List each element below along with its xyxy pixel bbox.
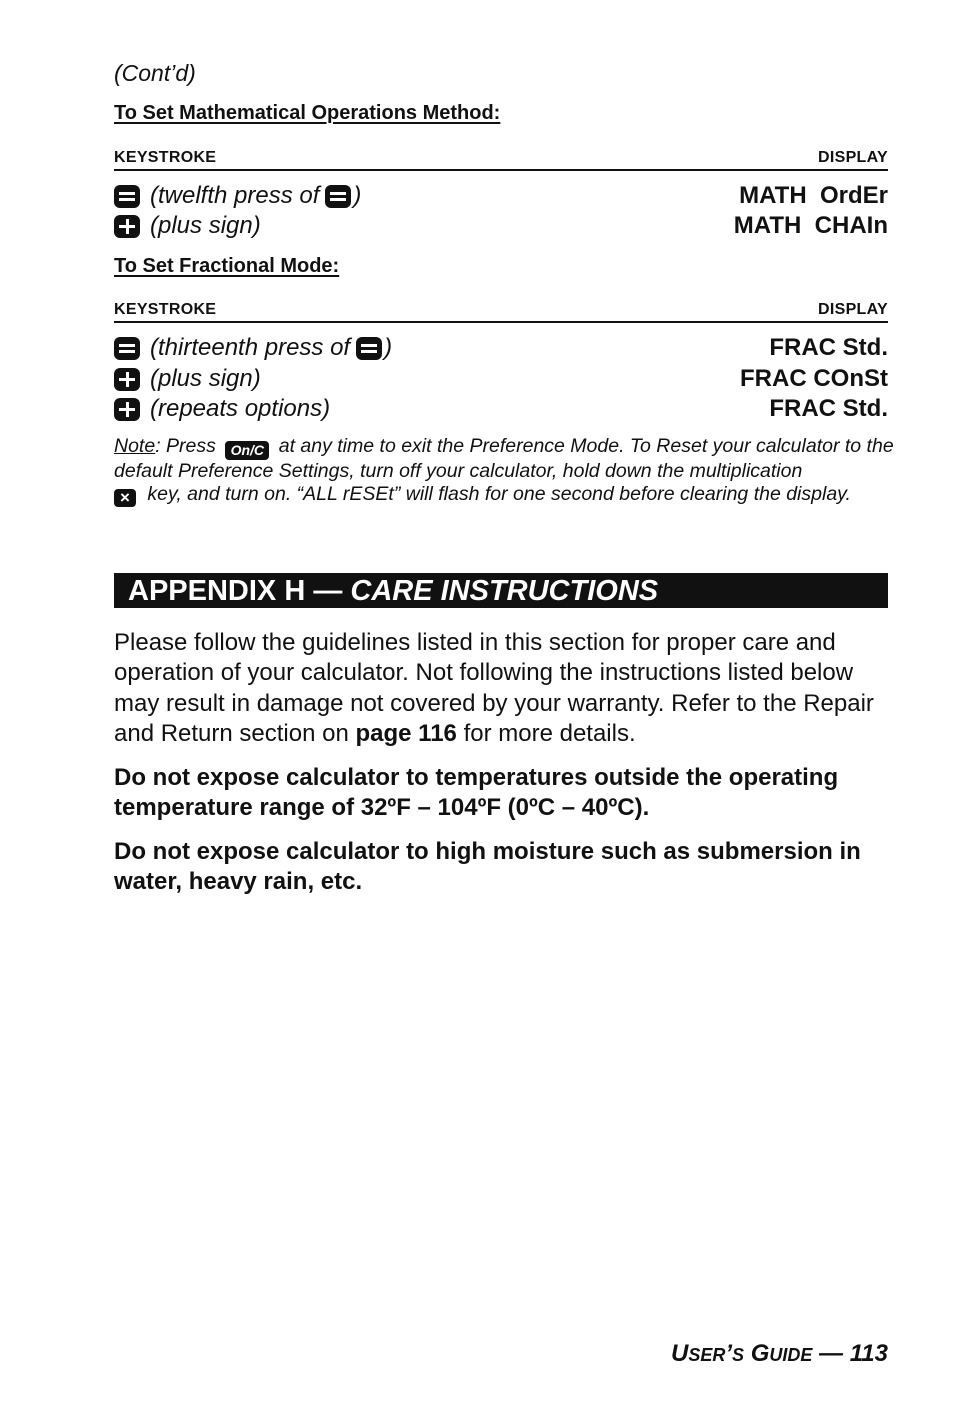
display-column-header: DISPLAY bbox=[818, 149, 888, 166]
math-table-header bbox=[114, 149, 888, 171]
display-value: MATH CHAIn bbox=[733, 212, 888, 239]
display-value: FRAC Std. bbox=[769, 395, 888, 422]
footer-s: S bbox=[732, 1345, 745, 1365]
math-section-heading: To Set Mathematical Operations Method: bbox=[114, 102, 501, 124]
plus-key-icon bbox=[114, 398, 140, 421]
frac-section-heading: To Set Fractional Mode: bbox=[114, 255, 340, 277]
note-text-2: at any time to exit the Preference Mode. To Reset your calculator to the default Preference Settings, turn off your calculator, hold down the multiplication bbox=[114, 435, 894, 482]
care-intro-end: for more details. bbox=[456, 719, 636, 747]
on-clear-key-icon: On/C bbox=[225, 441, 269, 460]
math-row-chain bbox=[114, 211, 888, 241]
footer-space bbox=[744, 1340, 751, 1367]
keystroke-text: (twelfth press of bbox=[150, 182, 320, 209]
appendix-title: APPENDIX H — bbox=[128, 575, 351, 607]
keystroke-text: (plus sign) bbox=[150, 365, 261, 392]
minus-key-icon bbox=[114, 185, 140, 208]
keystroke-text-end: ) bbox=[353, 182, 362, 209]
keystroke-cell bbox=[114, 182, 361, 210]
minus-key-icon bbox=[114, 337, 140, 360]
keystroke-column-header: KEYSTROKE bbox=[114, 149, 217, 166]
plus-key-icon bbox=[114, 368, 140, 391]
keystroke-cell bbox=[114, 395, 330, 423]
appendix-subtitle: CARE INSTRUCTIONS bbox=[350, 575, 659, 607]
keystroke-cell bbox=[114, 365, 261, 393]
care-intro-paragraph bbox=[114, 628, 888, 749]
manual-page bbox=[114, 0, 894, 1406]
display-value: FRAC COnSt bbox=[740, 365, 888, 392]
note-text-3: key, and turn on. “ALL rESEt” will flash for one second before clearing the display. bbox=[142, 482, 851, 505]
minus-key-icon bbox=[325, 185, 351, 208]
keystroke-text: (thirteenth press of bbox=[150, 334, 351, 361]
keystroke-cell bbox=[114, 334, 392, 362]
page-number: — 113 bbox=[812, 1340, 888, 1367]
display-value: FRAC Std. bbox=[769, 334, 888, 361]
multiply-key-icon: × bbox=[114, 489, 136, 507]
plus-key-icon bbox=[114, 215, 140, 238]
keystroke-text-end: ) bbox=[384, 334, 393, 361]
frac-row-const bbox=[114, 364, 888, 394]
footer-apos: ’ bbox=[725, 1340, 733, 1367]
minus-key-icon bbox=[356, 337, 382, 360]
footer-g: G bbox=[750, 1340, 770, 1367]
continued-label: (Cont’d) bbox=[114, 60, 196, 86]
frac-row-repeat bbox=[114, 394, 888, 424]
page-footer bbox=[671, 1340, 888, 1368]
moisture-warning: Do not expose calculator to high moisture such as submersion in water, heavy rain, etc. bbox=[114, 838, 861, 896]
footer-ser: SER bbox=[688, 1345, 726, 1365]
note-text-1: : Press bbox=[155, 435, 222, 457]
keystroke-text: (repeats options) bbox=[150, 395, 331, 422]
care-intro-text: Please follow the guidelines listed in this section for proper care and operation of your calculator. Not following the instructions listed below may result in damage not covered by your warranty. Refer to the Repair and Return section on bbox=[114, 629, 874, 747]
keystroke-cell bbox=[114, 212, 261, 240]
display-column-header: DISPLAY bbox=[818, 301, 888, 318]
frac-table-header bbox=[114, 301, 888, 323]
frac-row-std bbox=[114, 333, 888, 363]
footer-u: U bbox=[670, 1340, 689, 1367]
page-reference: page 116 bbox=[355, 719, 457, 747]
math-row-order bbox=[114, 181, 888, 211]
footer-uide: UIDE bbox=[769, 1345, 813, 1365]
keystroke-text: (plus sign) bbox=[150, 212, 261, 239]
note-label: Note bbox=[114, 435, 156, 457]
reset-note bbox=[114, 435, 894, 507]
display-value: MATH OrdEr bbox=[739, 182, 888, 209]
temperature-warning: Do not expose calculator to temperatures outside the operating temperature range of 32ºF – 104ºF (0ºC – 40ºC). bbox=[114, 764, 839, 822]
appendix-heading bbox=[114, 573, 888, 608]
keystroke-column-header: KEYSTROKE bbox=[114, 301, 217, 318]
